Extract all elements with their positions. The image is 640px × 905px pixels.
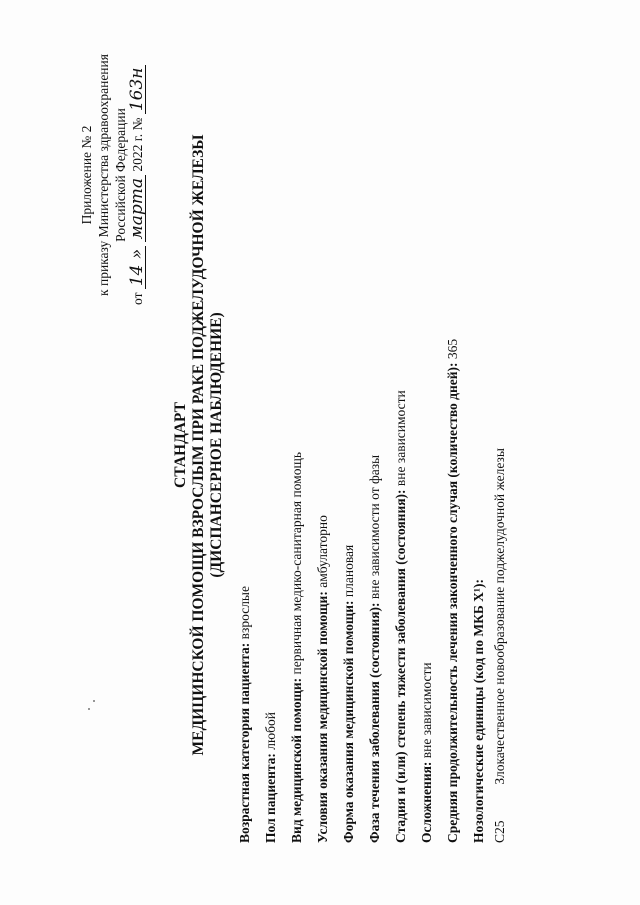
title-subtitle: (ДИСПАНСЕРНОЕ НАБЛЮДЕНИЕ) — [208, 312, 225, 578]
field-value: вне зависимости — [419, 662, 434, 762]
field-care-form — [336, 23, 362, 843]
nosology-row — [492, 448, 508, 843]
field-label: Форма оказания медицинской помощи: — [341, 600, 356, 843]
field-age-category — [232, 23, 258, 843]
field-value: плановая — [341, 544, 356, 601]
appendix-number: Приложение № 2 — [79, 125, 94, 225]
icd-name: Злокачественное новообразование поджелудочной железы — [492, 448, 507, 785]
field-value: любой — [263, 712, 278, 754]
appendix-federation: Российской Федерации — [113, 108, 128, 242]
field-value: амбулаторно — [315, 515, 330, 592]
field-nosological-units — [466, 23, 492, 843]
icd-code: C25 — [492, 820, 507, 843]
field-label: Возрастная категория пациента: — [237, 642, 252, 843]
field-disease-phase — [362, 23, 388, 843]
field-value: 365 — [445, 338, 460, 363]
order-number-handwritten: 163н — [130, 65, 146, 115]
date-year: 2022 г. № — [130, 117, 145, 172]
appendix-date-line — [129, 45, 146, 305]
field-label: Фаза течения заболевания (состояния): — [367, 602, 382, 843]
field-label: Нозологические единицы (код по МКБ X¹): — [471, 579, 486, 843]
title-standard: СТАНДАРТ — [172, 402, 189, 488]
field-complications — [414, 23, 440, 843]
date-day-handwritten: 14 » — [130, 246, 146, 289]
scan-speck — [88, 708, 90, 710]
field-label: Пол пациента: — [263, 753, 278, 843]
field-treatment-duration — [440, 23, 466, 843]
field-label: Вид медицинской помощи: — [289, 677, 304, 843]
field-disease-stage — [388, 23, 414, 843]
appendix-order-text: к приказу Министерства здравоохранения — [96, 54, 111, 296]
field-label: Условия оказания медицинской помощи: — [315, 591, 330, 843]
field-value: вне зависимости — [393, 390, 408, 490]
field-care-conditions — [310, 23, 336, 843]
date-prefix: от — [130, 292, 145, 305]
field-value: первичная медико-санитарная помощь — [289, 451, 304, 678]
standard-fields — [232, 23, 492, 843]
document-title — [172, 75, 226, 815]
field-label: Средняя продолжительность лечения законченного случая (количество дней): — [445, 362, 460, 843]
field-value: взрослые — [237, 586, 252, 643]
field-value: вне зависимости от фазы — [367, 454, 382, 603]
date-month-handwritten: марта — [130, 175, 146, 242]
field-care-type — [284, 23, 310, 843]
appendix-block — [78, 45, 146, 305]
title-main: МЕДИЦИНСКОЙ ПОМОЩИ ВЗРОСЛЫМ ПРИ РАКЕ ПОДЖЕЛУДОЧНОЙ ЖЕЛЕЗЫ — [190, 134, 207, 756]
scan-speck — [93, 700, 95, 702]
field-label: Стадия и (или) степень тяжести заболевания (состояния): — [393, 489, 408, 843]
field-sex — [258, 23, 284, 843]
field-label: Осложнения: — [419, 761, 434, 843]
